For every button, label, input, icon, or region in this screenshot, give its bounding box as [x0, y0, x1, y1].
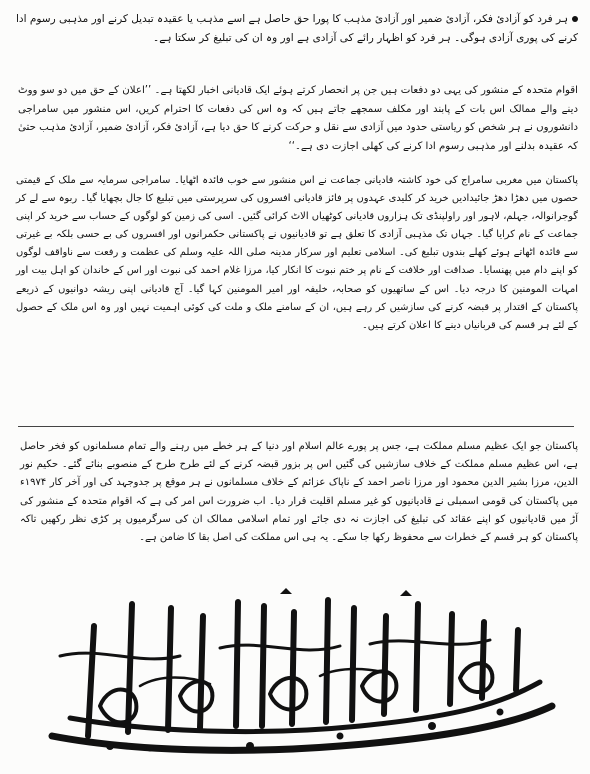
paragraph-1-text: ہر فرد کو آزادئ فکر، آزادئ ضمیر اور آزادئ مذہب کا پورا حق حاصل ہے اسے مذہب یا عقیدہ تبدیل کرنے اور مذہبی رسوم ادا کرنے کی پوری آزادی ہوگی۔ ہر فرد کو اظہار رائے کی آزادی ہے اور وہ ان کی تبلیغ کر سکتا ہے۔	[16, 13, 578, 44]
paragraph-declaration	[16, 10, 578, 48]
paragraph-newspaper-quote	[18, 82, 578, 156]
bullet-icon	[572, 16, 578, 22]
section-divider	[18, 426, 574, 427]
arabic-calligraphy-image	[40, 586, 560, 764]
paragraph-qadiani-activities	[16, 172, 578, 335]
paragraph-3-text: پاکستان میں مغربی سامراج کی خود کاشتہ قادیانی جماعت نے اس منشور سے خوب فائدہ اٹھایا۔ سامراجی سرمایہ سے ملک کے قیمتی حصوں میں دھڑا دھڑ جائیدادیں خرید کر کلیدی عہدوں پر فائز قادیانی افسروں کی سرپرستی میں تبلیغ کا جال بچھایا گیا۔ ربوہ سے لے کر گوجرانوالہ، جہلم، لاہور اور راولپنڈی تک ہزاروں قادیانی کوٹھیاں الاٹ کرائی گئیں۔ اسی کی زمین کو لوگوں کے حساب سے خرید کر اپنی جماعت کے نام کرایا گیا۔ جہاں تک مذہبی آزادی کا تعلق ہے تو قادیانیوں نے پاکستانی حکمرانوں اور افسروں کی بے حسی بلکہ بے غیرتی سے فائدہ اٹھاتے ہوئے کھلے بندوں تبلیغ کی۔ اسلامی تعلیم اور سرکار مدینہ صلی اللہ علیہ وسلم کی عظمت و رفعت سے ناواقف لوگوں کو اپنے دام میں پھنسایا۔ صداقت اور خلافت کے نام پر ختم نبوت کا انکار کیا، مرزا غلام احمد کی نبوت اور اس کے خاندان کو اہل بیت اور امہات المومنین کا درجہ دیا۔ اس کے ساتھیوں کو صحابہ، خلیفہ اور امیر المومنین کہا گیا۔ آج قادیانی اپنی ریشہ دوانیوں کے ذریعے پاکستان کے اقتدار پر قبضہ کرنے کی سازشیں کر رہے ہیں، ان کے سامنے ملک و ملت کی کوئی اہمیت نہیں اور وہ اس ملک کے حصول کے لئے ہر قسم کی قربانیاں دینے کا اعلان کرتے ہیں۔	[16, 175, 578, 331]
paragraph-2-text: اقوام متحدہ کے منشور کی یہی دو دفعات ہیں جن پر انحصار کرتے ہوئے ایک قادیانی اخبار لکھتا ہے۔ ’’اعلان کے حق میں دو سو ووٹ دینے والے ممالک اس بات کے پابند اور مکلف سمجھے جاتے ہیں کہ وہ اس کی دفعات کا احترام کریں، اس منشور میں سامراجی دانشوروں نے ہر شخص کو ریاستی حدود میں آزادی سے نقل و حرکت کرنے کا حق دیا ہے، آزادئ فکر، آزادئ ضمیر، آزادئ مذہب حتیٰ کہ عقیدہ بدلنے اور مذہبی رسوم ادا کرنے کی کھلی اجازت دی ہے۔‘‘	[18, 85, 578, 152]
paragraph-pakistan	[20, 438, 578, 547]
paragraph-4-text: پاکستان جو ایک عظیم مسلم مملکت ہے، جس پر پورے عالم اسلام اور دنیا کے ہر خطے میں رہنے والے تمام مسلمانوں کو فخر حاصل ہے، اس عظیم مسلم مملکت کے خلاف سازشیں کی گئیں اس پر بزور قبضہ کرنے کے لئے طرح طرح کے منصوبے بنائے گئے۔ حکیم نور الدین، مرزا بشیر الدین محمود اور مرزا ناصر احمد کے ناپاک عزائم کے خلاف مسلمانوں نے ہر موقع پر جدوجہد کی اور آخر کار ۱۹۷۴ء میں پاکستان کی قومی اسمبلی نے قادیانیوں کو غیر مسلم اقلیت قرار دیا۔ اب ضرورت اس امر کی ہے کہ اقوام متحدہ کے منشور کی آڑ میں قادیانیوں کو اپنے عقائد کی تبلیغ کی اجازت نہ دی جائے اور تمام اسلامی ممالک ان کی سرگرمیوں پر کڑی نظر رکھیں تاکہ پاکستان کو ہر قسم کے خطرات سے محفوظ رکھا جا سکے۔ یہ ہی اس مملکت کی اصل بقا کا ضامن ہے۔	[20, 441, 578, 544]
